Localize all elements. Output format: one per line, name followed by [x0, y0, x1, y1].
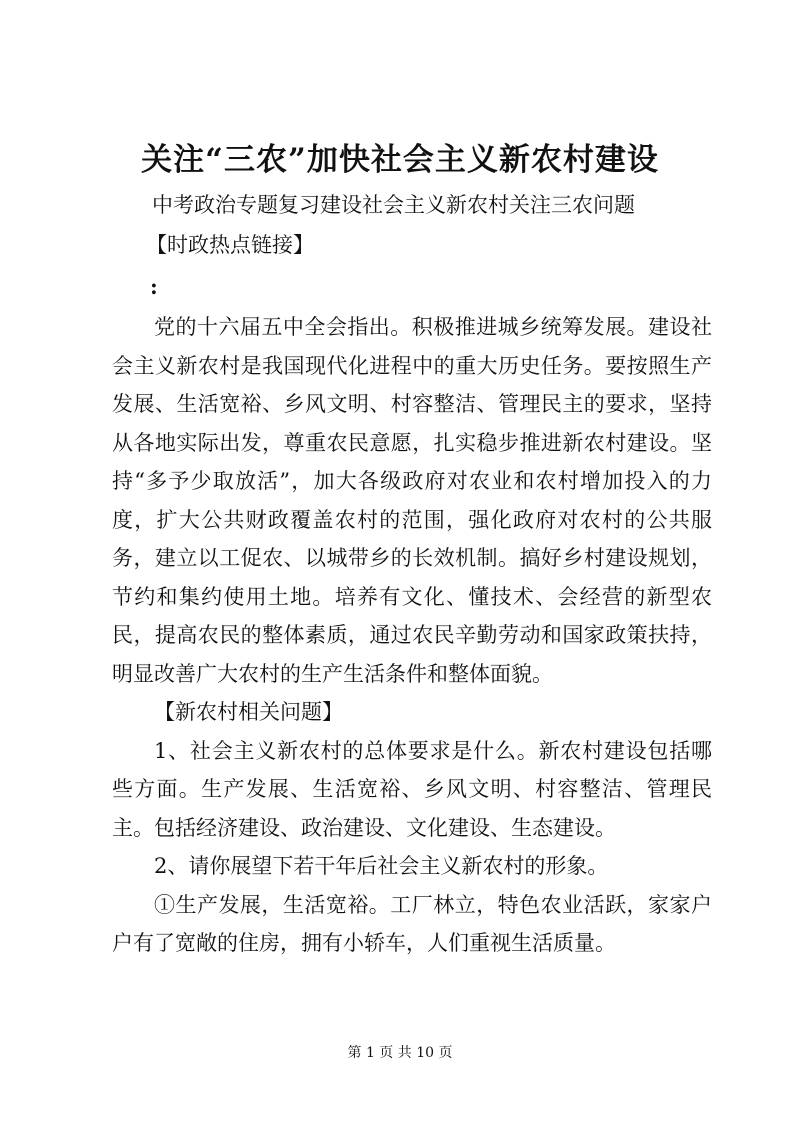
document-title: 关注“三农”加快社会主义新农村建设 [141, 142, 659, 178]
document-subtitle: 中考政治专题复习建设社会主义新农村关注三农问题 [152, 193, 635, 217]
section-heading-new-countryside: 【新农村相关问题】 [154, 700, 343, 724]
answer-1: ①生产发展，生活宽裕。工厂林立，特色农业活跃，家家户户有了宽敞的住房，拥有小轿车，人们重视生活质量。 [112, 892, 712, 955]
question-2: 2、请你展望下若干年后社会主义新农村的形象。 [154, 854, 609, 878]
colon-line: : [150, 274, 158, 299]
section-heading-news-links: 【时政热点链接】 [146, 233, 314, 257]
document-body [112, 308, 712, 963]
page-footer: 第 1 页 共 10 页 [347, 1045, 453, 1061]
question-1: 1、社会主义新农村的总体要求是什么。新农村建设包括哪些方面。生产发展、生活宽裕、乡风文明、村容整洁、管理民主。包括经济建设、政治建设、文化建设、生态建设。 [112, 738, 712, 840]
paragraph-policy: 党的十六届五中全会指出。积极推进城乡统筹发展。建设社会主义新农村是我国现代化进程中的重大历史任务。要按照生产发展、生活宽裕、乡风文明、村容整洁、管理民主的要求，坚持从各地实际出发，尊重农民意愿，扎实稳步推进新农村建设。坚持“多予少取放活”，加大各级政府对农业和农村增加投入的力度，扩大公共财政覆盖农村的范围，强化政府对农村的公共服务，建立以工促农、以城带乡的长效机制。搞好乡村建设规划，节约和集约使用土地。培养有文化、懂技术、会经营的新型农民，提高农民的整体素质，通过农民辛勤劳动和国家政策扶持，明显改善广大农村的生产生活条件和整体面貌。 [112, 315, 712, 686]
